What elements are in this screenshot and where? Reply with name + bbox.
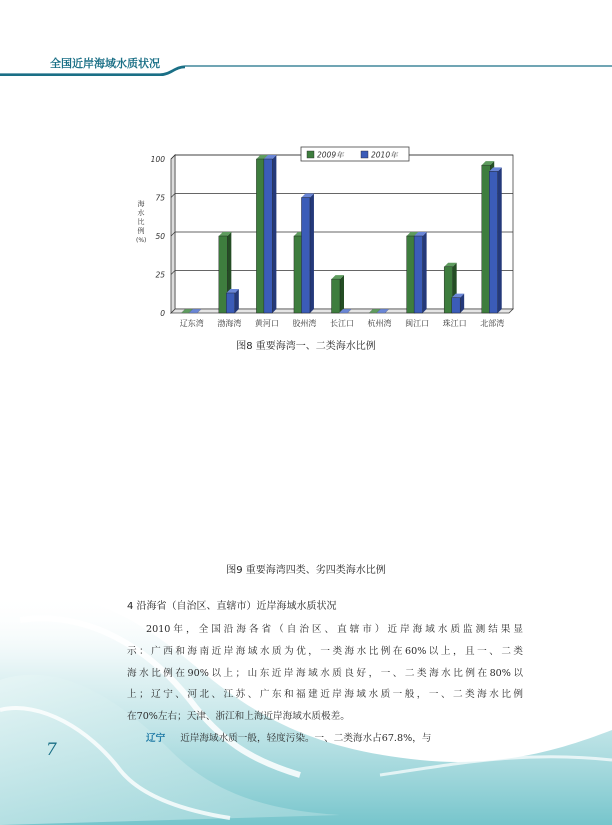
page-number: 7 xyxy=(46,740,57,760)
y-tick-label: 100 xyxy=(150,155,165,164)
bar-2010 xyxy=(414,236,423,313)
bar-2010 xyxy=(226,293,235,313)
bar-2009 xyxy=(482,165,491,313)
x-tick-label: 珠江口 xyxy=(442,319,467,328)
y-axis-label-char: (%) xyxy=(136,237,147,244)
legend-swatch-2009 xyxy=(307,151,314,158)
section-heading: 4 沿海省（自治区、直辖市）近岸海域水质状况 xyxy=(127,601,337,612)
paragraph-1 xyxy=(127,619,523,728)
bar-2009 xyxy=(256,159,265,313)
bar-2009-side xyxy=(340,275,344,313)
header-rule xyxy=(0,62,612,76)
x-tick-label: 长江口 xyxy=(330,319,354,328)
x-tick-label: 胶州湾 xyxy=(292,319,317,328)
bar-2009 xyxy=(294,236,303,313)
x-tick-label: 杭州湾 xyxy=(367,319,392,328)
y-tick-label: 25 xyxy=(155,270,165,280)
figure9-caption: 图9 重要海湾四类、劣四类海水比例 xyxy=(226,565,386,576)
bar-2010 xyxy=(264,159,273,313)
bar-2009 xyxy=(332,279,341,313)
header-title: 全国近岸海域水质状况 xyxy=(50,57,160,70)
bar-2009 xyxy=(407,236,416,313)
legend-label: 2010年 xyxy=(371,150,398,160)
province-highlight: 辽宁 xyxy=(146,733,166,744)
paragraph-2 xyxy=(127,728,523,750)
bar-chart xyxy=(130,140,515,340)
paragraph-line: 海水比例在90%以上；山东近岸海域水质良好，一、二类海水比例在80%以 xyxy=(127,667,523,679)
y-axis-label xyxy=(136,200,146,245)
paragraph-line: 上；辽宁、河北、江苏、广东和福建近岸海域水质一般，一、二类海水比例 xyxy=(127,689,523,701)
y-axis-label-char: 海 xyxy=(137,200,145,208)
y-tick-label: 75 xyxy=(155,193,165,203)
paragraph-line: 2010年，全国沿海各省（自治区、直辖市）近岸海域水质监测结果显 xyxy=(146,624,523,635)
bar-2010-side xyxy=(498,167,502,313)
bar-2010-side xyxy=(272,155,276,313)
legend-swatch-2010 xyxy=(361,151,368,158)
bar-2010 xyxy=(489,171,498,313)
y-axis-label-char: 比 xyxy=(137,218,145,226)
bar-2010 xyxy=(452,298,461,313)
paragraph-line: 在70%左右；天津、浙江和上海近岸海域水质极差。 xyxy=(127,711,350,723)
bar-2010-side xyxy=(235,289,239,313)
x-tick-label: 辽东湾 xyxy=(179,319,204,328)
paragraph-line xyxy=(127,728,523,750)
y-tick-label: 0 xyxy=(160,309,165,318)
x-tick-label: 闽江口 xyxy=(405,319,430,328)
legend-label: 2009年 xyxy=(317,150,344,160)
x-tick-label: 渤海湾 xyxy=(217,319,242,328)
y-axis-label-char: 水 xyxy=(137,209,145,217)
x-tick-label: 黄河口 xyxy=(254,319,279,328)
bar-2009 xyxy=(219,236,228,313)
paragraph-text: 近岸海域水质一般，轻度污染。一、二类海水占67.8%，与 xyxy=(180,733,432,744)
bar-2010-side xyxy=(423,232,427,313)
figure8-caption: 图8 重要海湾一、二类海水比例 xyxy=(236,341,376,352)
y-tick-label: 50 xyxy=(155,232,165,241)
x-tick-label: 北部湾 xyxy=(480,319,505,328)
bar-2009 xyxy=(444,267,453,313)
bar-2010 xyxy=(301,198,310,314)
paragraph-line: 示：广西和海南近岸海域水质为优，一类海水比例在60%以上，且一、二类 xyxy=(127,645,523,657)
y-axis-label-char: 例 xyxy=(137,227,145,235)
bar-2010-side xyxy=(310,194,314,314)
